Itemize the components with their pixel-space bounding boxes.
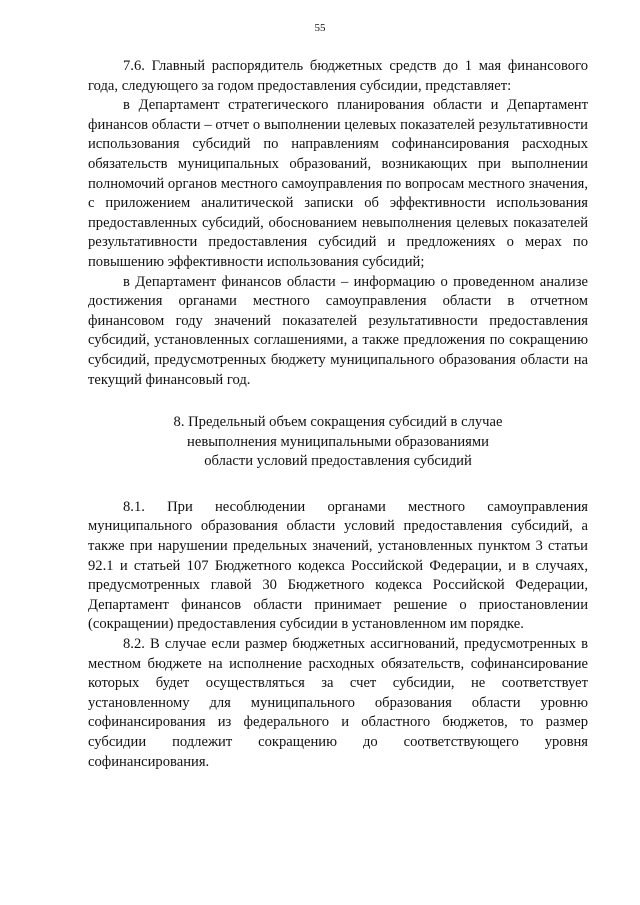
paragraph-report-strategic: в Департамент стратегического планирования области и Департамент финансов области – отчет о выполнении целевых показателей результативности использования субсидий по направлениям софинансирования расходных обязательств муниципальных образований, возникающих при выполнении полномочий органов местного самоуправления по вопросам местного значения, с приложением аналитической записки об эффективности использования предоставленных субсидий, обоснованием невыполнения целевых показателей результативности предоставления субсидий и предложениях о мерах по повышению эффективности использования субсидий; [88,97,588,270]
section-heading [88,413,588,472]
paragraph-8-2: 8.2. В случае если размер бюджетных ассигнований, предусмотренных в местном бюджете на исполнение расходных обязательств, софинансирование которых будет осуществляться за счет субсидии, не соответствует установленному для муниципального образования области уровню софинансирования из федерального и областного бюджетов, то размер субсидии подлежит сокращению до соответствующего уровня софинансирования. [88,636,588,770]
paragraph-7-6: 7.6. Главный распорядитель бюджетных средств до 1 мая финансового года, следующего за годом предоставления субсидии, представляет: [88,58,588,94]
document-body [88,57,588,772]
paragraph-report-finance: в Департамент финансов области – информацию о проведенном анализе достижения органами местного самоуправления области в отчетном финансовом году значений показателей результативности предоставления субсидий, установленных соглашениями, а также предложения по сокращению субсидий, предусмотренных бюджету муниципального образования области на текущий финансовый год. [88,273,588,388]
page-number: 55 [314,22,326,34]
section-heading-line-3: области условий предоставления субсидий [204,453,472,470]
section-heading-line-1: 8. Предельный объем сокращения субсидий в случае [173,414,503,431]
paragraph-8-1: 8.1. При несоблюдении органами местного самоуправления муниципального образования области условий предоставления субсидий, а также при нарушении предельных значений, установленных пунктом 3 статьи 92.1 и статьей 107 Бюджетного кодекса Российской Федерации, и в случаях, предусмотренных главой 30 Бюджетного кодекса Российской Федерации, Департамент финансов области принимает решение о приостановлении (сокращении) предоставления субсидии в установленном им порядке. [88,498,588,633]
section-heading-line-2: невыполнения муниципальными образованиями [187,433,489,450]
